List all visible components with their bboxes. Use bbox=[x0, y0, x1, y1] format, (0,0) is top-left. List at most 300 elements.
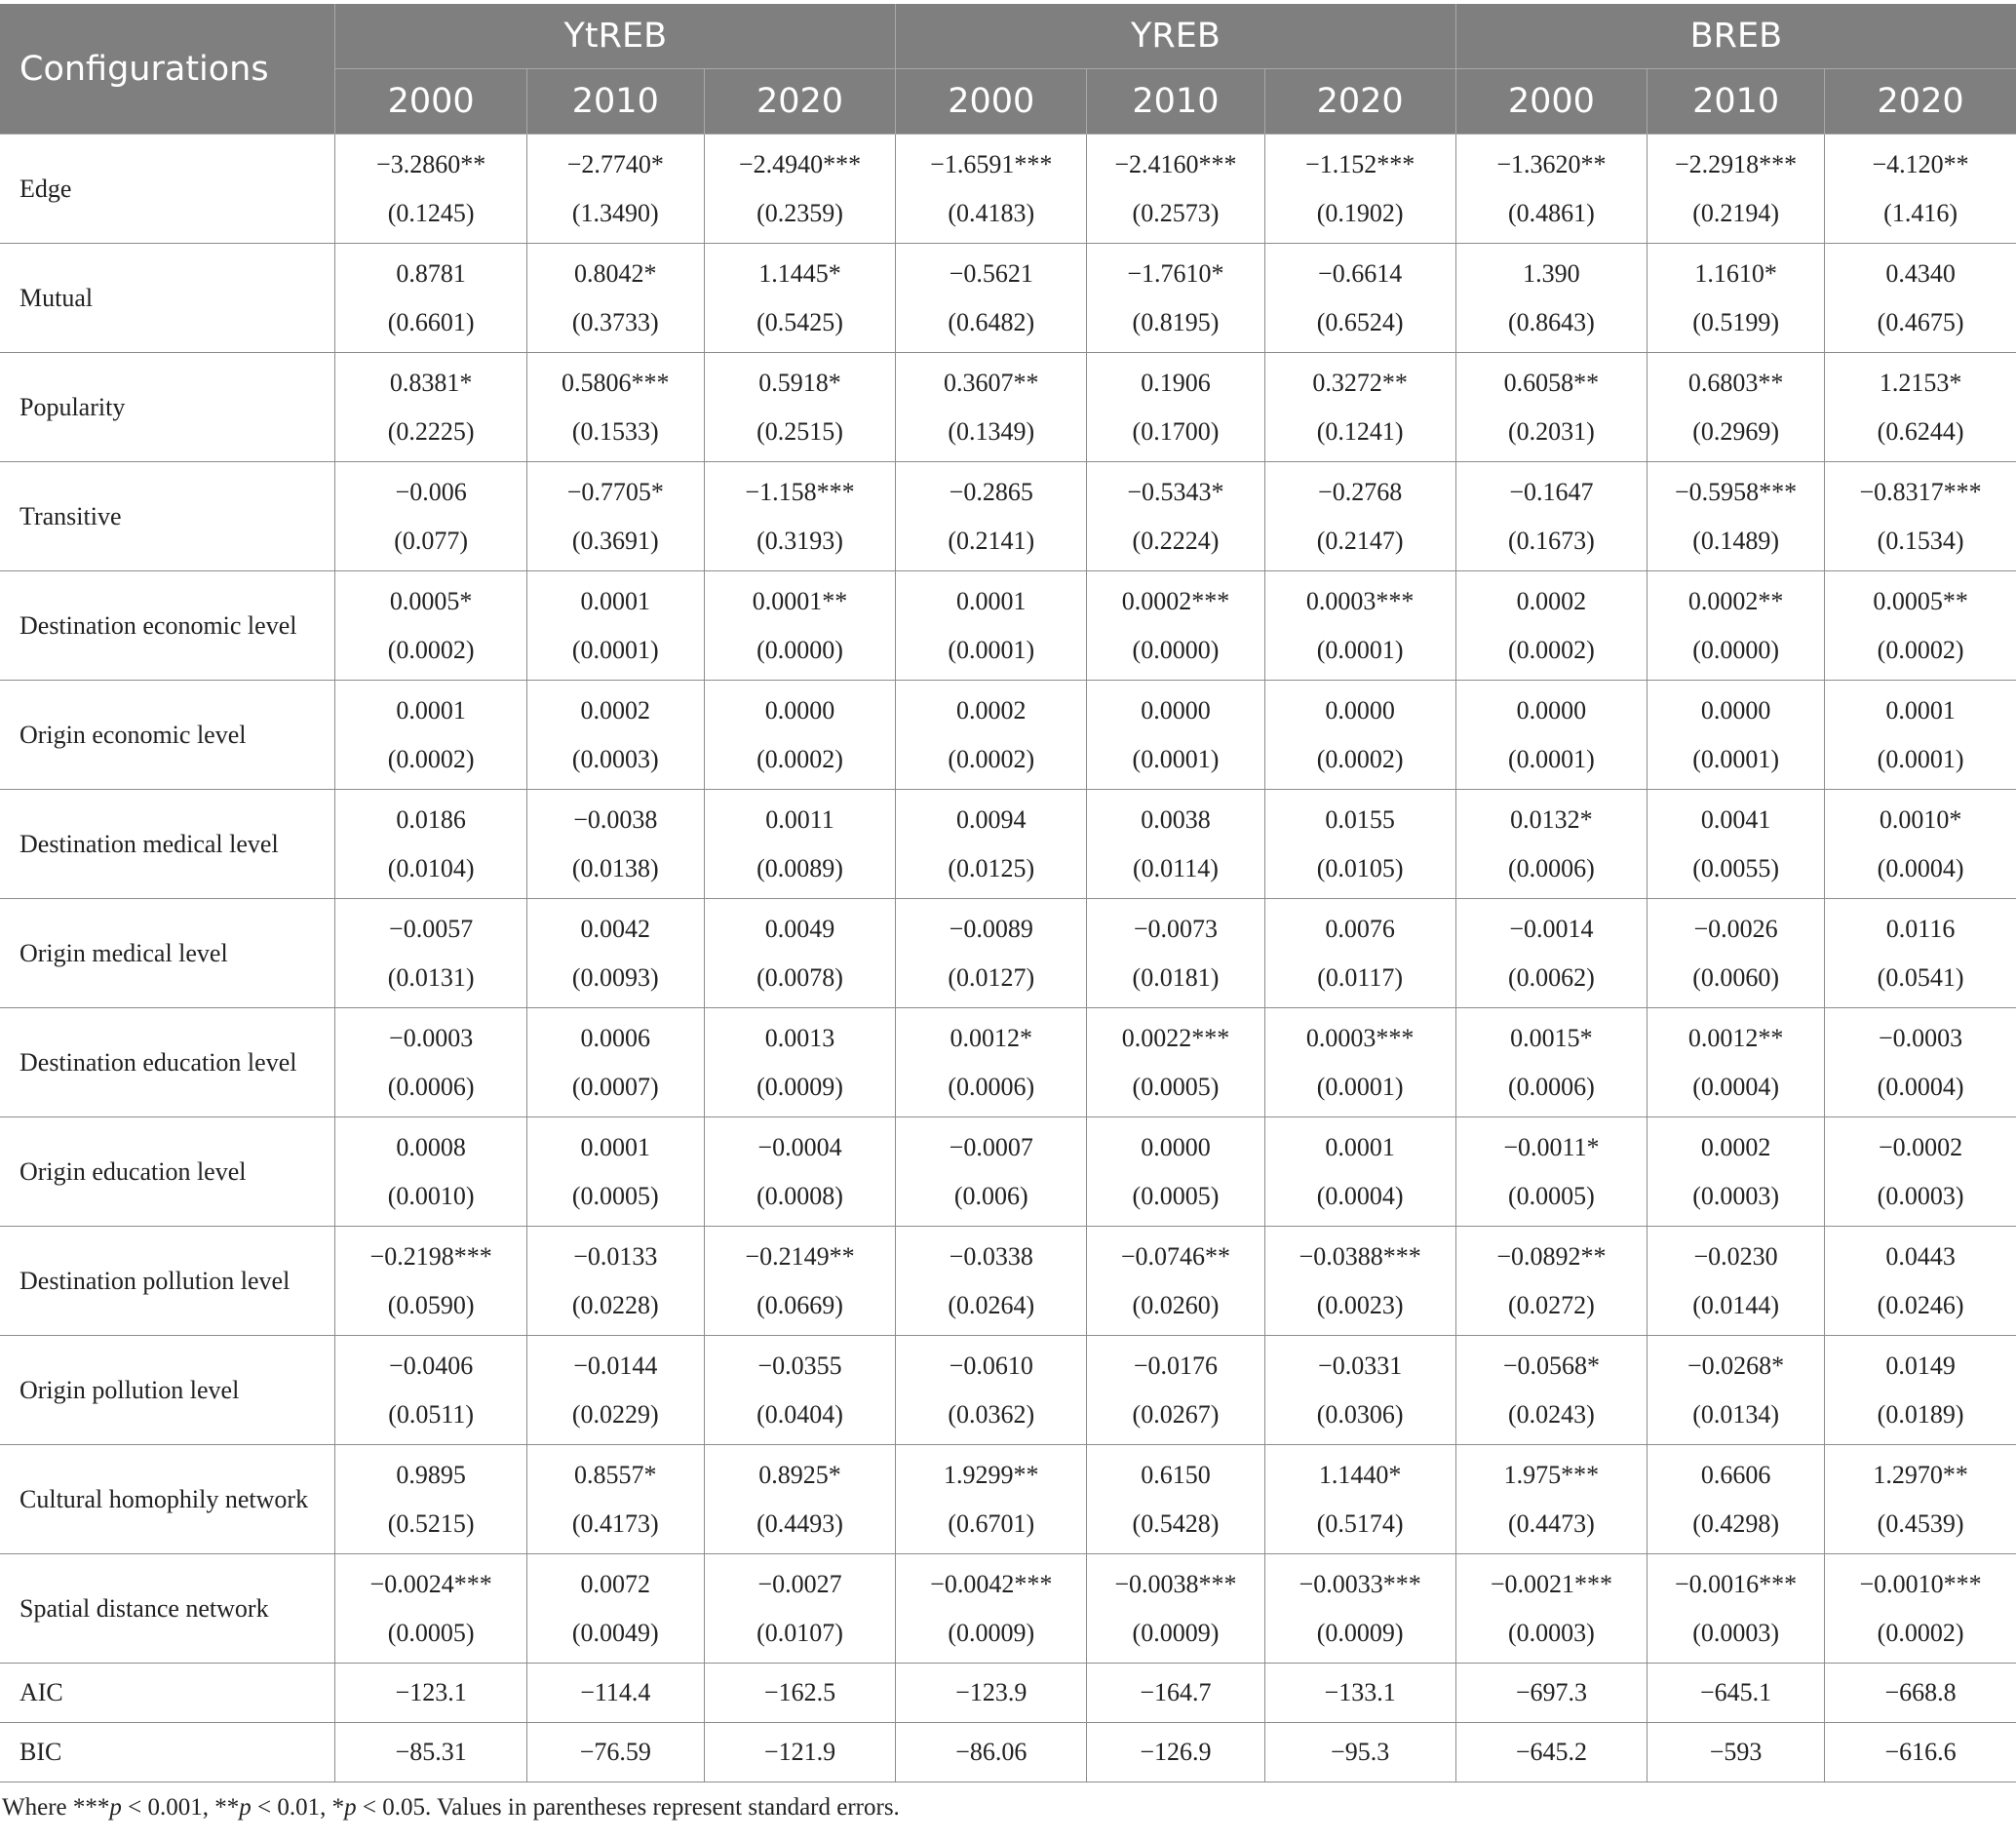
footnote-prefix: Where *** bbox=[2, 1794, 110, 1821]
row-label: Origin medical level bbox=[0, 899, 335, 1008]
estimate-cell bbox=[1264, 462, 1455, 571]
standard-error-value: (0.0001) bbox=[1877, 744, 1964, 773]
standard-error-value: (0.0005) bbox=[387, 1618, 475, 1647]
coefficient-value: 0.0000 bbox=[1516, 695, 1587, 725]
estimate-cell bbox=[335, 571, 526, 681]
coefficient-value: −0.2149** bbox=[745, 1241, 855, 1271]
estimate-cell bbox=[1825, 1117, 2016, 1227]
standard-error-value: (0.006) bbox=[953, 1181, 1028, 1210]
estimate-cell bbox=[896, 1227, 1087, 1336]
coefficient-value: −0.0024*** bbox=[369, 1569, 492, 1598]
row-label: Origin education level bbox=[0, 1117, 335, 1227]
coefficient-value: −0.0089 bbox=[949, 914, 1033, 943]
coefficient-value: 0.0186 bbox=[396, 804, 466, 834]
standard-error-value: (1.3490) bbox=[571, 198, 659, 227]
estimate-cell bbox=[526, 462, 704, 571]
estimate-cell bbox=[526, 1008, 704, 1117]
row-label: Mutual bbox=[0, 244, 335, 353]
estimate-cell bbox=[1455, 244, 1647, 353]
coefficient-value: 1.390 bbox=[1523, 258, 1580, 288]
estimate-cell bbox=[1087, 1008, 1264, 1117]
standard-error-value: (0.4493) bbox=[756, 1508, 843, 1538]
fit-value: −126.9 bbox=[1087, 1723, 1264, 1782]
standard-error-value: (0.2225) bbox=[387, 416, 475, 446]
estimate-cell bbox=[1455, 681, 1647, 790]
standard-error-value: (0.6482) bbox=[948, 307, 1035, 336]
fit-value: −95.3 bbox=[1264, 1723, 1455, 1782]
estimate-cell bbox=[1455, 353, 1647, 462]
coefficient-value: −0.0007 bbox=[949, 1132, 1033, 1161]
standard-error-value: (0.0002) bbox=[387, 744, 475, 773]
table-row bbox=[0, 1008, 2016, 1117]
estimate-cell bbox=[1825, 1008, 2016, 1117]
estimate-cell bbox=[704, 244, 895, 353]
estimate-cell bbox=[1264, 353, 1455, 462]
coefficient-value: 0.0002 bbox=[956, 695, 1027, 725]
coefficient-value: 1.1445* bbox=[758, 258, 841, 288]
footnote-p: p bbox=[109, 1794, 122, 1821]
coefficient-value: 1.1440* bbox=[1318, 1460, 1402, 1489]
estimate-cell bbox=[1455, 1554, 1647, 1664]
estimate-cell bbox=[1087, 462, 1264, 571]
estimate-cell bbox=[704, 353, 895, 462]
coefficient-value: 1.975*** bbox=[1503, 1460, 1600, 1489]
row-label: Transitive bbox=[0, 462, 335, 571]
fit-value: −162.5 bbox=[704, 1664, 895, 1723]
standard-error-value: (0.0001) bbox=[1316, 635, 1404, 664]
estimate-cell bbox=[1648, 1117, 1825, 1227]
estimate-cell bbox=[704, 1117, 895, 1227]
estimate-cell bbox=[896, 899, 1087, 1008]
estimate-cell bbox=[1455, 1445, 1647, 1554]
coefficient-value: −0.0002 bbox=[1878, 1132, 1963, 1161]
coefficient-value: −0.5343* bbox=[1127, 477, 1224, 506]
estimate-cell bbox=[1264, 135, 1455, 244]
standard-error-value: (0.0138) bbox=[571, 853, 659, 882]
estimate-cell bbox=[1455, 790, 1647, 899]
coefficient-value: 0.0132* bbox=[1510, 804, 1593, 834]
estimate-cell bbox=[526, 135, 704, 244]
estimate-cell bbox=[1264, 1445, 1455, 1554]
standard-error-value: (0.0306) bbox=[1316, 1399, 1404, 1429]
standard-error-value: (0.0001) bbox=[1508, 744, 1595, 773]
footnote-text: < 0.001, ** bbox=[121, 1794, 240, 1821]
footnote-p: p bbox=[344, 1794, 357, 1821]
coefficient-value: 0.0001 bbox=[580, 586, 651, 615]
standard-error-value: (0.4173) bbox=[571, 1508, 659, 1538]
row-label: Spatial distance network bbox=[0, 1554, 335, 1664]
estimate-cell bbox=[335, 353, 526, 462]
coefficient-value: 0.1906 bbox=[1141, 368, 1211, 397]
coefficient-value: 0.0049 bbox=[764, 914, 835, 943]
coefficient-value: 0.0006 bbox=[580, 1023, 651, 1052]
estimate-cell bbox=[335, 899, 526, 1008]
coefficient-value: −0.006 bbox=[395, 477, 467, 506]
standard-error-value: (0.3691) bbox=[571, 526, 659, 555]
estimate-cell bbox=[1455, 1227, 1647, 1336]
row-label: Destination pollution level bbox=[0, 1227, 335, 1336]
estimate-cell bbox=[704, 571, 895, 681]
coefficient-value: 0.0000 bbox=[764, 695, 835, 725]
estimate-cell bbox=[335, 135, 526, 244]
coefficient-value: −0.0144 bbox=[573, 1351, 658, 1380]
estimate-cell bbox=[896, 135, 1087, 244]
coefficient-value: 0.0010* bbox=[1879, 804, 1962, 834]
coefficient-value: 1.9299** bbox=[944, 1460, 1039, 1489]
fit-value: −114.4 bbox=[526, 1664, 704, 1723]
coefficient-value: 0.0012** bbox=[1687, 1023, 1784, 1052]
estimate-cell bbox=[704, 462, 895, 571]
row-label: Origin pollution level bbox=[0, 1336, 335, 1445]
estimate-cell bbox=[1648, 135, 1825, 244]
standard-error-value: (0.0260) bbox=[1132, 1290, 1220, 1319]
table-footnote bbox=[0, 1794, 2016, 1821]
standard-error-value: (0.0009) bbox=[756, 1072, 843, 1101]
estimate-cell bbox=[1087, 899, 1264, 1008]
coefficient-value: −0.0003 bbox=[1878, 1023, 1963, 1052]
standard-error-value: (0.0228) bbox=[571, 1290, 659, 1319]
standard-error-value: (0.0005) bbox=[1508, 1181, 1595, 1210]
fit-value: −133.1 bbox=[1264, 1664, 1455, 1723]
ergm-results-table bbox=[0, 4, 2016, 1782]
standard-error-value: (0.0006) bbox=[1508, 1072, 1595, 1101]
standard-error-value: (0.0089) bbox=[756, 853, 843, 882]
coefficient-value: 0.0001 bbox=[1885, 695, 1956, 725]
standard-error-value: (0.0008) bbox=[756, 1181, 843, 1210]
standard-error-value: (0.0000) bbox=[1692, 635, 1780, 664]
estimate-cell bbox=[1087, 244, 1264, 353]
fit-value: −123.1 bbox=[335, 1664, 526, 1723]
standard-error-value: (0.1533) bbox=[571, 416, 659, 446]
estimate-cell bbox=[1087, 1445, 1264, 1554]
coefficient-value: 0.0011 bbox=[765, 804, 834, 834]
coefficient-value: 0.6150 bbox=[1141, 1460, 1211, 1489]
standard-error-value: (0.6601) bbox=[387, 307, 475, 336]
coefficient-value: 0.0022*** bbox=[1121, 1023, 1230, 1052]
standard-error-value: (0.1241) bbox=[1316, 416, 1404, 446]
estimate-cell bbox=[896, 1008, 1087, 1117]
standard-error-value: (0.0006) bbox=[387, 1072, 475, 1101]
standard-error-value: (0.4298) bbox=[1692, 1508, 1780, 1538]
estimate-cell bbox=[526, 571, 704, 681]
coefficient-value: −0.2865 bbox=[949, 477, 1033, 506]
coefficient-value: −0.0057 bbox=[389, 914, 474, 943]
estimate-cell bbox=[896, 681, 1087, 790]
coefficient-value: 0.8042* bbox=[574, 258, 657, 288]
estimate-cell bbox=[1648, 1445, 1825, 1554]
coefficient-value: −0.0010*** bbox=[1859, 1569, 1982, 1598]
estimate-cell bbox=[526, 790, 704, 899]
estimate-cell bbox=[1825, 244, 2016, 353]
standard-error-value: (0.0001) bbox=[1692, 744, 1780, 773]
year-header: 2000 bbox=[1455, 69, 1647, 135]
coefficient-value: 0.0001 bbox=[396, 695, 466, 725]
standard-error-value: (0.6524) bbox=[1316, 307, 1404, 336]
coefficient-value: −0.0033*** bbox=[1299, 1569, 1421, 1598]
coefficient-value: −0.0014 bbox=[1509, 914, 1594, 943]
standard-error-value: (0.0004) bbox=[1877, 853, 1964, 882]
coefficient-value: 0.5918* bbox=[758, 368, 841, 397]
estimate-cell bbox=[704, 899, 895, 1008]
coefficient-value: −0.0038*** bbox=[1114, 1569, 1237, 1598]
standard-error-value: (0.0010) bbox=[387, 1181, 475, 1210]
coefficient-value: −0.0230 bbox=[1693, 1241, 1778, 1271]
estimate-cell bbox=[1825, 1336, 2016, 1445]
coefficient-value: −3.2860** bbox=[376, 149, 486, 178]
standard-error-value: (0.0004) bbox=[1692, 1072, 1780, 1101]
coefficient-value: 0.0000 bbox=[1141, 695, 1211, 725]
estimate-cell bbox=[1455, 135, 1647, 244]
estimate-cell bbox=[1087, 1227, 1264, 1336]
coefficient-value: 0.0002 bbox=[1700, 1132, 1771, 1161]
standard-error-value: (0.0590) bbox=[387, 1290, 475, 1319]
standard-error-value: (0.8195) bbox=[1132, 307, 1220, 336]
standard-error-value: (0.0669) bbox=[756, 1290, 843, 1319]
group-header-yreb: YREB bbox=[896, 4, 1456, 69]
estimate-cell bbox=[704, 135, 895, 244]
row-label: Edge bbox=[0, 135, 335, 244]
estimate-cell bbox=[896, 790, 1087, 899]
coefficient-value: −1.7610* bbox=[1127, 258, 1224, 288]
estimate-cell bbox=[1087, 135, 1264, 244]
year-header: 2020 bbox=[1264, 69, 1455, 135]
estimate-cell bbox=[1825, 1554, 2016, 1664]
coefficient-value: −2.4940*** bbox=[738, 149, 862, 178]
coefficient-value: −1.152*** bbox=[1305, 149, 1415, 178]
estimate-cell bbox=[1264, 1008, 1455, 1117]
standard-error-value: (0.0404) bbox=[756, 1399, 843, 1429]
coefficient-value: 0.6058** bbox=[1503, 368, 1600, 397]
fit-value: −645.2 bbox=[1455, 1723, 1647, 1782]
estimate-cell bbox=[335, 1117, 526, 1227]
coefficient-value: 0.9895 bbox=[396, 1460, 466, 1489]
standard-error-value: (0.0127) bbox=[948, 962, 1035, 992]
standard-error-value: (0.0002) bbox=[1316, 744, 1404, 773]
coefficient-value: 0.3272** bbox=[1312, 368, 1408, 397]
standard-error-value: (0.0009) bbox=[948, 1618, 1035, 1647]
standard-error-value: (0.0104) bbox=[387, 853, 475, 882]
estimate-cell bbox=[704, 1445, 895, 1554]
coefficient-value: −2.4160*** bbox=[1114, 149, 1237, 178]
standard-error-value: (0.4861) bbox=[1508, 198, 1595, 227]
estimate-cell bbox=[704, 1227, 895, 1336]
estimate-cell bbox=[1648, 1336, 1825, 1445]
estimate-cell bbox=[1825, 135, 2016, 244]
standard-error-value: (0.0002) bbox=[1508, 635, 1595, 664]
standard-error-value: (0.0049) bbox=[571, 1618, 659, 1647]
estimate-cell bbox=[896, 244, 1087, 353]
coefficient-value: −0.0004 bbox=[757, 1132, 842, 1161]
standard-error-value: (0.077) bbox=[394, 526, 469, 555]
coefficient-value: 0.0443 bbox=[1885, 1241, 1956, 1271]
coefficient-value: −0.0388*** bbox=[1299, 1241, 1421, 1271]
standard-error-value: (0.0264) bbox=[948, 1290, 1035, 1319]
standard-error-value: (0.3733) bbox=[571, 307, 659, 336]
coefficient-value: 0.8925* bbox=[758, 1460, 841, 1489]
fit-value: −668.8 bbox=[1825, 1664, 2016, 1723]
standard-error-value: (1.416) bbox=[1883, 198, 1958, 227]
coefficient-value: −0.0568* bbox=[1502, 1351, 1600, 1380]
estimate-cell bbox=[1264, 899, 1455, 1008]
estimate-cell bbox=[896, 1117, 1087, 1227]
coefficient-value: 1.1610* bbox=[1694, 258, 1777, 288]
standard-error-value: (0.0060) bbox=[1692, 962, 1780, 992]
standard-error-value: (0.0005) bbox=[571, 1181, 659, 1210]
coefficient-value: −0.2768 bbox=[1318, 477, 1403, 506]
estimate-cell bbox=[1825, 1445, 2016, 1554]
estimate-cell bbox=[896, 571, 1087, 681]
standard-error-value: (0.0003) bbox=[1692, 1181, 1780, 1210]
estimate-cell bbox=[1648, 244, 1825, 353]
table-header bbox=[0, 4, 2016, 135]
coefficient-value: 0.0002*** bbox=[1121, 586, 1230, 615]
standard-error-value: (0.0007) bbox=[571, 1072, 659, 1101]
estimate-cell bbox=[704, 1336, 895, 1445]
standard-error-value: (0.0003) bbox=[1508, 1618, 1595, 1647]
coefficient-value: −0.8317*** bbox=[1859, 477, 1982, 506]
standard-error-value: (0.2141) bbox=[948, 526, 1035, 555]
standard-error-value: (0.1534) bbox=[1877, 526, 1964, 555]
standard-error-value: (0.5215) bbox=[387, 1508, 475, 1538]
coefficient-value: −0.0331 bbox=[1318, 1351, 1403, 1380]
standard-error-value: (0.1489) bbox=[1692, 526, 1780, 555]
standard-error-value: (0.0105) bbox=[1316, 853, 1404, 882]
coefficient-value: 1.2153* bbox=[1879, 368, 1962, 397]
coefficient-value: −0.0027 bbox=[757, 1569, 842, 1598]
standard-error-value: (0.0001) bbox=[1132, 744, 1220, 773]
coefficient-value: 0.0001 bbox=[1325, 1132, 1395, 1161]
header-group-row bbox=[0, 4, 2016, 69]
estimate-cell bbox=[526, 1336, 704, 1445]
estimate-cell bbox=[1087, 571, 1264, 681]
coefficient-value: 0.4340 bbox=[1885, 258, 1956, 288]
standard-error-value: (0.8643) bbox=[1508, 307, 1595, 336]
standard-error-value: (0.2573) bbox=[1132, 198, 1220, 227]
estimate-cell bbox=[1264, 790, 1455, 899]
standard-error-value: (0.0003) bbox=[571, 744, 659, 773]
coefficient-value: 0.0038 bbox=[1141, 804, 1211, 834]
table-row bbox=[0, 899, 2016, 1008]
table-row bbox=[0, 135, 2016, 244]
standard-error-value: (0.0078) bbox=[756, 962, 843, 992]
estimate-cell bbox=[335, 1554, 526, 1664]
standard-error-value: (0.0511) bbox=[388, 1399, 475, 1429]
estimate-cell bbox=[704, 1554, 895, 1664]
standard-error-value: (0.0005) bbox=[1132, 1072, 1220, 1101]
standard-error-value: (0.6244) bbox=[1877, 416, 1964, 446]
standard-error-value: (0.0009) bbox=[1132, 1618, 1220, 1647]
standard-error-value: (0.0243) bbox=[1508, 1399, 1595, 1429]
coefficient-value: 0.0002 bbox=[580, 695, 651, 725]
coefficient-value: −0.0610 bbox=[949, 1351, 1033, 1380]
fit-value: −76.59 bbox=[526, 1723, 704, 1782]
row-label: Destination medical level bbox=[0, 790, 335, 899]
estimate-cell bbox=[1455, 899, 1647, 1008]
fit-value: −123.9 bbox=[896, 1664, 1087, 1723]
estimate-cell bbox=[335, 244, 526, 353]
standard-error-value: (0.0002) bbox=[948, 744, 1035, 773]
row-label: Destination education level bbox=[0, 1008, 335, 1117]
standard-error-value: (0.0362) bbox=[948, 1399, 1035, 1429]
coefficient-value: −0.0176 bbox=[1133, 1351, 1219, 1380]
coefficient-value: −0.0016*** bbox=[1675, 1569, 1798, 1598]
standard-error-value: (0.2147) bbox=[1316, 526, 1404, 555]
estimate-cell bbox=[1455, 1336, 1647, 1445]
standard-error-value: (0.1700) bbox=[1132, 416, 1220, 446]
standard-error-value: (0.0055) bbox=[1692, 853, 1780, 882]
estimate-cell bbox=[526, 244, 704, 353]
standard-error-value: (0.0541) bbox=[1877, 962, 1964, 992]
standard-error-value: (0.0023) bbox=[1316, 1290, 1404, 1319]
table-row bbox=[0, 353, 2016, 462]
coefficient-value: −4.120** bbox=[1872, 149, 1969, 178]
estimate-cell bbox=[1648, 790, 1825, 899]
standard-error-value: (0.4183) bbox=[948, 198, 1035, 227]
coefficient-value: 0.0003*** bbox=[1305, 586, 1415, 615]
fit-label: BIC bbox=[0, 1723, 335, 1782]
estimate-cell bbox=[1825, 681, 2016, 790]
standard-error-value: (0.1245) bbox=[387, 198, 475, 227]
estimate-cell bbox=[896, 1336, 1087, 1445]
estimate-cell bbox=[1087, 1117, 1264, 1227]
standard-error-value: (0.3193) bbox=[756, 526, 843, 555]
estimate-cell bbox=[1455, 1117, 1647, 1227]
standard-error-value: (0.0005) bbox=[1132, 1181, 1220, 1210]
coefficient-value: −0.0133 bbox=[573, 1241, 658, 1271]
estimate-cell bbox=[1825, 353, 2016, 462]
coefficient-value: 0.0094 bbox=[956, 804, 1027, 834]
coefficient-value: 0.8557* bbox=[574, 1460, 657, 1489]
coefficient-value: 0.0013 bbox=[764, 1023, 835, 1052]
estimate-cell bbox=[1648, 462, 1825, 571]
standard-error-value: (0.0002) bbox=[1877, 635, 1964, 664]
standard-error-value: (0.0131) bbox=[387, 962, 475, 992]
coefficient-value: 0.8381* bbox=[389, 368, 473, 397]
coefficient-value: 0.0042 bbox=[580, 914, 651, 943]
standard-error-value: (0.0002) bbox=[1877, 1618, 1964, 1647]
coefficient-value: 0.6606 bbox=[1700, 1460, 1771, 1489]
coefficient-value: 0.0015* bbox=[1510, 1023, 1593, 1052]
table-row bbox=[0, 1227, 2016, 1336]
standard-error-value: (0.2359) bbox=[756, 198, 843, 227]
standard-error-value: (0.0114) bbox=[1133, 853, 1219, 882]
standard-error-value: (0.0272) bbox=[1508, 1290, 1595, 1319]
standard-error-value: (0.5199) bbox=[1692, 307, 1780, 336]
coefficient-value: −0.0355 bbox=[757, 1351, 842, 1380]
fit-value: −164.7 bbox=[1087, 1664, 1264, 1723]
estimate-cell bbox=[1648, 1554, 1825, 1664]
coefficient-value: 0.0072 bbox=[580, 1569, 651, 1598]
year-header: 2010 bbox=[1648, 69, 1825, 135]
coefficient-value: −0.0003 bbox=[389, 1023, 474, 1052]
estimate-cell bbox=[704, 1008, 895, 1117]
standard-error-value: (0.0181) bbox=[1132, 962, 1220, 992]
estimate-cell bbox=[1087, 681, 1264, 790]
coefficient-value: −2.2918*** bbox=[1675, 149, 1798, 178]
table-row bbox=[0, 571, 2016, 681]
coefficient-value: −1.158*** bbox=[745, 477, 855, 506]
standard-error-value: (0.1673) bbox=[1508, 526, 1595, 555]
estimate-cell bbox=[1648, 571, 1825, 681]
standard-error-value: (0.0003) bbox=[1692, 1618, 1780, 1647]
group-header-ytreb: YtREB bbox=[335, 4, 896, 69]
year-header: 2000 bbox=[896, 69, 1087, 135]
standard-error-value: (0.0002) bbox=[387, 635, 475, 664]
coefficient-value: 0.0002 bbox=[1516, 586, 1587, 615]
estimate-cell bbox=[1648, 1227, 1825, 1336]
estimate-cell bbox=[896, 353, 1087, 462]
coefficient-value: −0.1647 bbox=[1509, 477, 1594, 506]
